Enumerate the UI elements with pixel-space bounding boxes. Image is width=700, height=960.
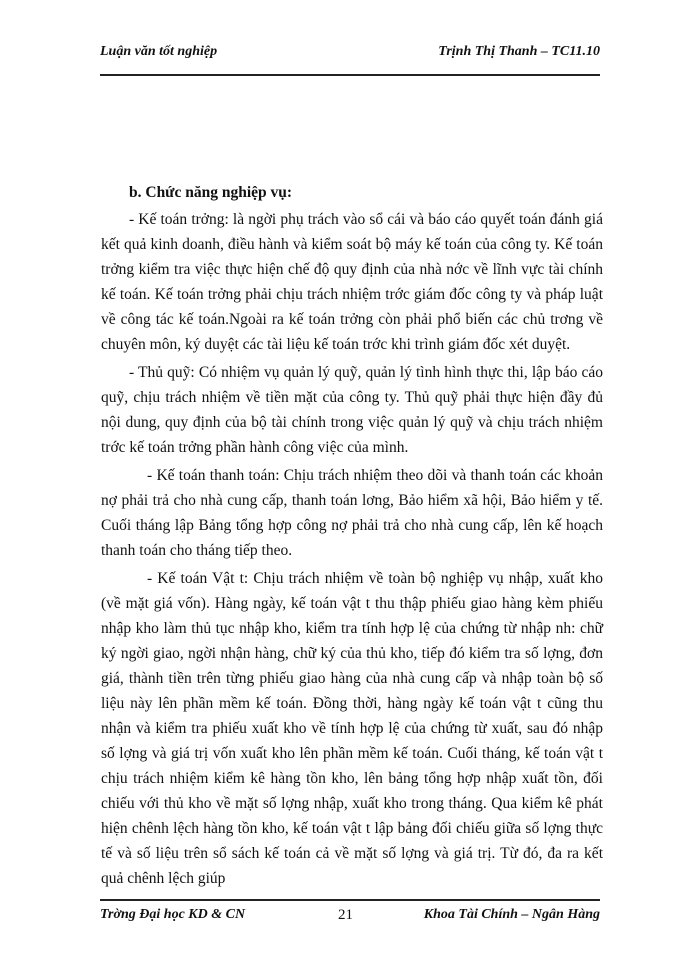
header-author: Trịnh Thị Thanh – TC11.10: [438, 44, 600, 59]
document-body: [101, 180, 603, 894]
paragraph-payment-accountant: - Kế toán thanh toán: Chịu trách nhiệm theo dõi và thanh toán các khoản nợ phải trả cho nhà cung cấp, thanh toán lơng, Bảo hiểm xã hội, Bảo hiểm y tế. Cuối tháng lập Bảng tổng hợp công nợ phải trả cho nhà cung cấp, lên kế hoạch thanh toán cho tháng tiếp theo.: [101, 467, 603, 559]
page-number: 21: [338, 907, 353, 923]
section-title: b. Chức năng nghiệp vụ:: [129, 184, 293, 201]
page-header: [100, 40, 600, 76]
header-thesis-label: Luận văn tốt nghiệp: [100, 44, 218, 59]
page-footer: [100, 899, 600, 931]
paragraph-chief-accountant: - Kế toán trởng: là ngời phụ trách vào sổ cái và báo cáo quyết toán đánh giá kết quả kinh doanh, điều hành và kiểm soát bộ máy kế toán của công ty. Kế toán trởng kiểm tra việc thực hiện chế độ quy định của nhà nớc về lĩnh vực tài chính kế toán. Kế toán trởng phải chịu trách nhiệm trớc giám đốc công ty và pháp luật về công tác kế toán.Ngoài ra kế toán trởng còn phải phổ biến các chủ trơng về chuyên môn, ký duyệt các tài liệu kế toán trớc khi trình giám đốc xét duyệt.: [101, 211, 603, 353]
paragraph-materials-accountant: - Kế toán Vật t: Chịu trách nhiệm về toàn bộ nghiệp vụ nhập, xuất kho (về mặt giá vốn). Hàng ngày, kế toán vật t thu thập phiếu giao hàng kèm phiếu nhập kho làm thủ tục nhập kho, kiểm tra tính hợp lệ của chứng từ nhập nh: chữ ký ngời giao, ngời nhận hàng, chữ ký của thủ kho, tiếp đó kiểm tra số lợng, đơn giá, thành tiền trên từng phiếu giao hàng của nhà cung cấp và nhập toàn bộ số liệu này lên phần mềm kế toán. Đồng thời, hàng ngày kế toán vật t cũng thu nhận và kiểm tra phiếu xuất kho về tính hợp lệ của chứng từ xuất, sau đó nhập số lợng và giá trị vốn xuất kho lên phần mềm kế toán. Cuối tháng, kế toán vật t chịu trách nhiệm kiểm kê hàng tồn kho, lên bảng tổng hợp nhập xuất tồn, đối chiếu với thủ kho về mặt số lợng nhập, xuất kho trong tháng. Qua kiểm kê phát hiện chênh lệch hàng tồn kho, kế toán vật t lập bảng đối chiếu giữa số lợng thực tế và số liệu trên sổ sách kế toán cả về mặt số lợng và giá trị. Từ đó, đa ra kết quả chênh lệch giúp: [101, 570, 603, 887]
footer-university: Trờng Đại học KD & CN: [100, 907, 246, 922]
paragraph-treasurer: - Thủ quỹ: Có nhiệm vụ quản lý quỹ, quản lý tình hình thực thi, lập báo cáo quỹ, chịu trách nhiệm về tiền mặt của công ty. Thủ quỹ phải thực hiện đầy đủ nội dung, quy định của bộ tài chính trong việc quản lý quỹ và chịu trách nhiệm trớc kế toán trởng phần hành công việc của mình.: [101, 364, 603, 456]
footer-faculty: Khoa Tài Chính – Ngân Hàng: [423, 907, 600, 922]
